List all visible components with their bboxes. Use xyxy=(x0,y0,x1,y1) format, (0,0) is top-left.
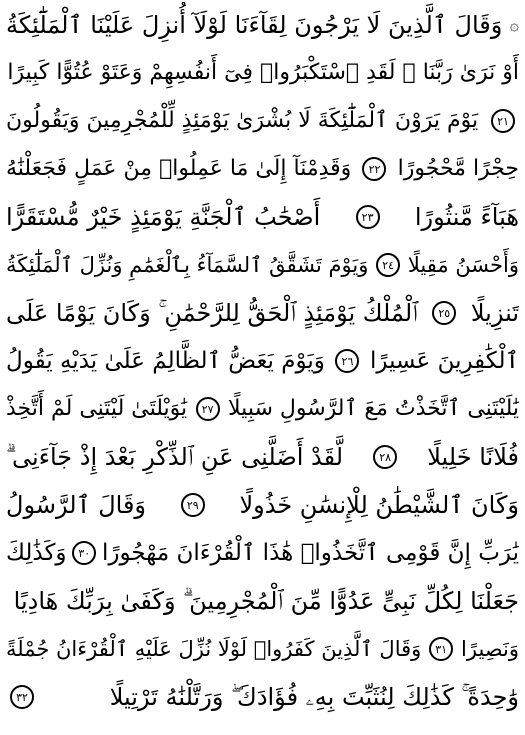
verse-text: وَقَالَ ٱلَّذِينَ كَفَرُوا۟ لَوْلَا نُزِّلَ عَلَيْهِ ٱلْقُرْءَانُ جُمْلَةً xyxy=(6,637,422,661)
ayah-number-marker: ٣٠ xyxy=(72,541,96,565)
text-line xyxy=(6,146,519,192)
ayah-number-marker: ٢١ xyxy=(491,109,515,133)
verse-text: وَٰحِدَةً ۚ كَذَٰلِكَ لِنُثَبِّتَ بِهِۦ فُؤَادَكَ ۖ وَرَتَّلْنَٰهُ تَرْتِيلًا xyxy=(109,683,519,711)
text-line xyxy=(6,482,519,528)
text-line xyxy=(6,626,519,672)
verse-text: يَٰرَبِّ إِنَّ قَوْمِى ٱتَّخَذُوا۟ هَٰذَا ٱلْقُرْءَانَ مَهْجُورًا xyxy=(102,540,519,566)
verse-text: أَوْ نَرَىٰ رَبَّنَا ۗ لَقَدِ ٱسْتَكْبَرُوا۟ فِىٓ أَنفُسِهِمْ وَعَتَوْ عُتُوًّا كَبِيرًا xyxy=(7,60,519,85)
ayah-number-marker: ٣٢ xyxy=(10,685,34,709)
ayah-number-marker: ٢٧ xyxy=(196,397,220,421)
ayah-number-marker: ٢٨ xyxy=(373,445,397,469)
verse-text: وَكَانَ ٱلشَّيْطَٰنُ لِلْإِنسَٰنِ خَذُولًا xyxy=(239,491,519,519)
text-line xyxy=(6,2,519,48)
verse-text: هَبَآءً مَّنثُورًا xyxy=(414,203,519,231)
ayah-number-marker: ٢٣ xyxy=(356,205,380,229)
ayah-number-marker: ٢٢ xyxy=(362,157,386,181)
verse-text: ٱلْمُلْكُ يَوْمَئِذٍ ٱلْحَقُّ لِلرَّحْمَٰنِ ۚ وَكَانَ يَوْمًا عَلَى xyxy=(6,299,418,327)
ayah-number-marker: ٢٤ xyxy=(376,253,400,277)
text-line xyxy=(6,194,519,240)
text-line xyxy=(6,290,519,336)
verse-text: وَقَالَ ٱلرَّسُولُ xyxy=(6,491,147,519)
verse-text: لَّقَدْ أَضَلَّنِى عَنِ ٱلذِّكْرِ بَعْدَ إِذْ جَآءَنِى ۗ xyxy=(6,443,344,471)
verse-text: وَأَحْسَنُ مَقِيلًا xyxy=(407,253,519,277)
text-line xyxy=(6,242,519,288)
verse-text: يَوْمَ يَرَوْنَ ٱلْمَلَٰٓئِكَةَ لَا بُشْرَىٰ يَوْمَئِذٍ لِّلْمُجْرِمِينَ وَيَقُولُونَ xyxy=(6,108,479,133)
ayah-number-marker: ٢٩ xyxy=(181,493,205,517)
verse-text: وَكَذَٰلِكَ xyxy=(6,540,67,566)
text-line xyxy=(6,98,519,144)
verse-text: فُلَانًا خَلِيلًا xyxy=(427,443,519,471)
text-line xyxy=(6,530,519,576)
verse-text: حِجْرًا مَّحْجُورًا xyxy=(397,156,519,181)
ayah-number-marker: ٢٥ xyxy=(432,301,456,325)
verse-text: جَعَلْنَا لِكُلِّ نَبِىٍّ عَدُوًّا مِّنَ ٱلْمُجْرِمِينَ ۗ وَكَفَىٰ بِرَبِّكَ هَادِيًا xyxy=(13,587,519,615)
text-line xyxy=(6,674,519,720)
verse-text: تَنزِيلًا xyxy=(470,299,519,327)
verse-text: يَٰوَيْلَتَىٰ لَيْتَنِى لَمْ أَتَّخِذْ xyxy=(6,396,188,421)
verse-text: وَنَصِيرًا xyxy=(461,637,519,661)
text-line xyxy=(6,386,519,432)
text-line xyxy=(6,578,519,624)
text-line xyxy=(6,434,519,480)
verse-text: وَيَوْمَ يَعَضُّ ٱلظَّالِمُ عَلَىٰ يَدَيْهِ يَقُولُ xyxy=(6,348,325,374)
verse-text: وَيَوْمَ تَشَقَّقُ ٱلسَّمَآءُ بِٱلْغَمَٰمِ وَنُزِّلَ ٱلْمَلَٰٓئِكَةُ xyxy=(6,253,369,277)
ayah-number-marker: ٢٦ xyxy=(335,349,359,373)
verse-text: أَصْحَٰبُ ٱلْجَنَّةِ يَوْمَئِذٍ خَيْرٌ مُّسْتَقَرًّا xyxy=(6,203,321,231)
verse-text: يَٰلَيْتَنِى ٱتَّخَذْتُ مَعَ ٱلرَّسُولِ سَبِيلًا xyxy=(228,396,519,421)
juz-marker-icon: ۞ xyxy=(509,15,519,34)
verse-text: وَقَدِمْنَآ إِلَىٰ مَا عَمِلُوا۟ مِنْ عَمَلٍ فَجَعَلْنَٰهُ xyxy=(6,156,352,181)
verse-text: وَقَالَ ٱلَّذِينَ لَا يَرْجُونَ لِقَآءَنَا لَوْلَآ أُنزِلَ عَلَيْنَا ٱلْمَلَٰٓئِكَةُ xyxy=(6,11,503,39)
text-line xyxy=(6,50,519,96)
ayah-number-marker: ٣١ xyxy=(429,637,453,661)
text-line xyxy=(6,338,519,384)
verse-text: ٱلْكَٰفِرِينَ عَسِيرًا xyxy=(370,348,519,374)
